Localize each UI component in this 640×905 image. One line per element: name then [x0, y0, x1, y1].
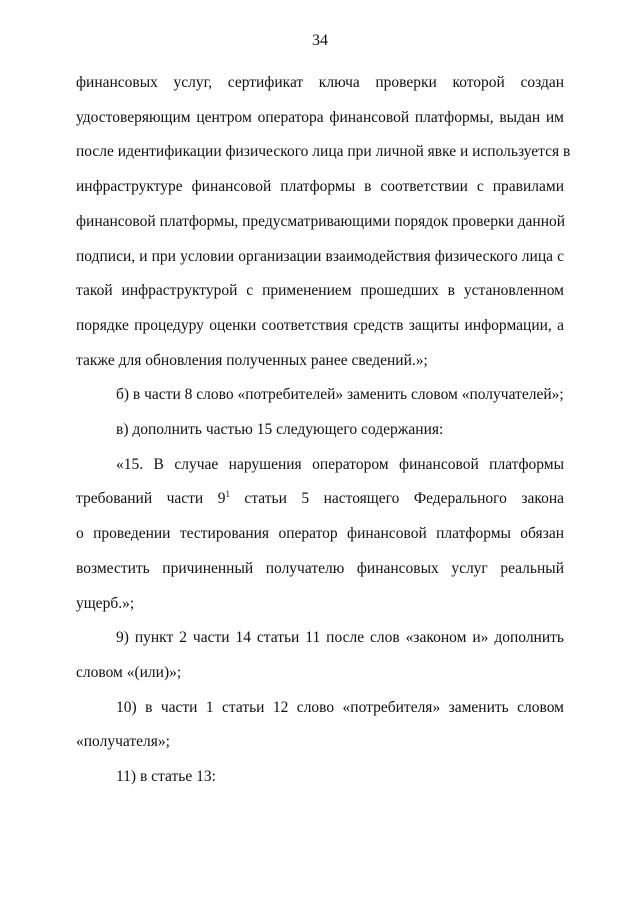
text-line: удостоверяющим центром оператора финансовой платформы, выдан им — [76, 108, 564, 126]
text-line: также для обновления полученных ранее сведений.»; — [76, 351, 428, 369]
text-line: инфраструктуре финансовой платформы в соответствии с правилами — [76, 178, 564, 196]
text-line: подписи, и при условии организации взаимодействия физического лица с — [76, 247, 564, 265]
text-line: ущерб.»; — [76, 594, 135, 612]
document-body — [76, 66, 571, 795]
text-line: такой инфраструктурой с применением прошедших в установленном — [76, 282, 564, 300]
text-line: 9) пункт 2 части 14 статьи 11 после слов «законом и» дополнить — [116, 629, 564, 647]
paragraph-item-10 — [76, 691, 564, 760]
text-line: порядке процедуру оценки соответствия средств защиты информации, а — [76, 316, 564, 334]
text-fragment: статьи 5 настоящего Федерального закона — [229, 490, 564, 508]
text-line: 10) в части 1 статьи 12 слово «потребителя» заменить словом — [116, 698, 564, 716]
paragraph-item-11 — [76, 760, 564, 795]
paragraph-item-9 — [76, 621, 564, 690]
paragraph-part-15 — [76, 448, 564, 622]
paragraph-continuation — [76, 66, 571, 378]
text-line: 11) в статье 13: — [116, 768, 216, 786]
text-line: в) дополнить частью 15 следующего содержания: — [116, 421, 444, 439]
text-line: финансовых услуг, сертификат ключа проверки которой создан — [76, 74, 564, 91]
text-line: б) в части 8 слово «потребителей» заменить словом «получателей»; — [116, 386, 564, 404]
text-line: «15. В случае нарушения оператором финансовой платформы — [116, 455, 564, 473]
text-line: «получателя»; — [76, 733, 170, 751]
page-number: 34 — [312, 32, 328, 49]
text-fragment: требований части 9 — [76, 490, 226, 508]
text-line — [76, 482, 564, 517]
paragraph-item-b — [76, 378, 564, 413]
text-line: после идентификации физического лица при личной явке и используется в — [76, 143, 571, 161]
text-line: о проведении тестирования оператор финансовой платформы обязан — [76, 525, 564, 543]
superscript: 1 — [225, 489, 230, 500]
text-line: возместить причиненный получателю финансовых услуг реальный — [76, 559, 564, 577]
text-line: финансовой платформы, предусматривающими порядок проверки данной — [76, 212, 566, 230]
text-line: словом «(или)»; — [76, 663, 182, 681]
paragraph-item-v — [76, 413, 564, 448]
